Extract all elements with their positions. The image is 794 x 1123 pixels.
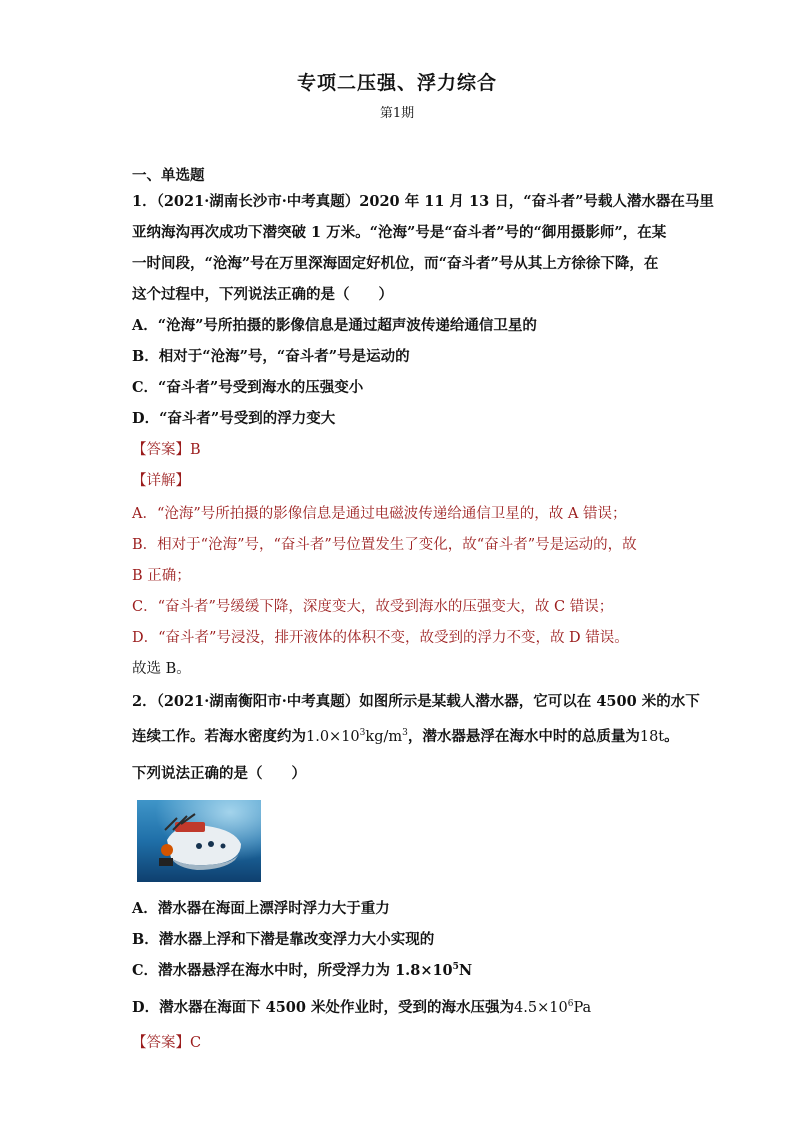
- q2-stem-line-3: 下列说法正确的是（ ）: [132, 765, 306, 782]
- q1-detail-line-1: A．“沧海”号所拍摄的影像信息是通过电磁波传递给通信卫星的，故 A 错误；: [132, 506, 627, 522]
- q1-option-d: D．“奋斗者”号受到的浮力变大: [132, 410, 336, 427]
- q1-detail-line-2: B．相对于“沧海”号，“奋斗者”号位置发生了变化，故“奋斗者”号是运动的，故: [132, 537, 637, 553]
- q2-stem-line-1: 2．（2021·湖南衡阳市·中考真题）如图所示是某载人潜水器，它可以在 4500 米的水下: [132, 693, 700, 710]
- q1-stem-line-2: 亚纳海沟再次成功下潜突破 1 万米。“沧海”号是“奋斗者”号的“御用摄影师”，在某: [132, 224, 667, 241]
- q1-option-b: B．相对于“沧海”号，“奋斗者”号是运动的: [132, 348, 410, 365]
- section-heading: 一、单选题: [132, 167, 205, 184]
- q1-detail-line-4: C．“奋斗者”号缓缓下降，深度变大，故受到海水的压强变大，故 C 错误；: [132, 599, 614, 615]
- page-subtitle: 第1期: [379, 106, 415, 121]
- mass-value: 18t: [639, 729, 665, 745]
- pressure-value: $4.5\times 10^6Pa$: [514, 999, 592, 1016]
- q1-option-c: C．“奋斗者”号受到海水的压强变小: [132, 379, 364, 396]
- q1-detail-label: 【详解】: [132, 473, 190, 489]
- q2-stem-text-b: ，潜水器悬浮在海水中时的总质量为: [407, 728, 640, 745]
- q2-option-c: C．潜水器悬浮在海水中时，所受浮力为 $1.8\times 10^5N$: [132, 962, 473, 979]
- q2-stem-text-a: 连续工作。若海水密度约为: [132, 728, 306, 745]
- q2-option-d: D．潜水器在海面下 4500 米处作业时，受到的海水压强为$4.5\times 10^6Pa$: [132, 999, 592, 1016]
- q2-option-b: B．潜水器上浮和下潜是靠改变浮力大小实现的: [132, 931, 435, 948]
- q1-option-a: A．“沧海”号所拍摄的影像信息是通过超声波传递给通信卫星的: [132, 317, 537, 334]
- q1-stem-line-1: 1．（2021·湖南长沙市·中考真题）2020 年 11 月 13 日，“奋斗者”号载人潜水器在马里: [132, 193, 714, 210]
- q1-answer: 【答案】B: [132, 442, 201, 458]
- q1-stem-line-3: 一时间段，“沧海”号在万里深海固定好机位，而“奋斗者”号从其上方徐徐下降，在: [132, 255, 659, 272]
- submersible-image: [137, 800, 261, 882]
- page-title: 专项二压强、浮力综合: [296, 72, 497, 94]
- q1-conclusion: 故选 B。: [132, 661, 191, 677]
- q2-answer: 【答案】C: [132, 1035, 202, 1051]
- density-value: $1.0\times 10^3kg/m^3$: [306, 728, 408, 745]
- q1-stem-line-4: 这个过程中，下列说法正确的是（ ）: [132, 286, 393, 303]
- q1-detail-line-3: B 正确；: [132, 568, 191, 584]
- q1-detail-line-5: D．“奋斗者”号浸没，排开液体的体积不变，故受到的浮力不变，故 D 错误。: [132, 630, 629, 646]
- q2-option-a: A．潜水器在海面上漂浮时浮力大于重力: [132, 900, 390, 917]
- submersible-photo: [137, 800, 261, 882]
- q2-stem-line-2: 连续工作。若海水密度约为$1.0\times 10^3kg/m^3$，潜水器悬浮在海水中时的总质量为18t。: [132, 728, 679, 745]
